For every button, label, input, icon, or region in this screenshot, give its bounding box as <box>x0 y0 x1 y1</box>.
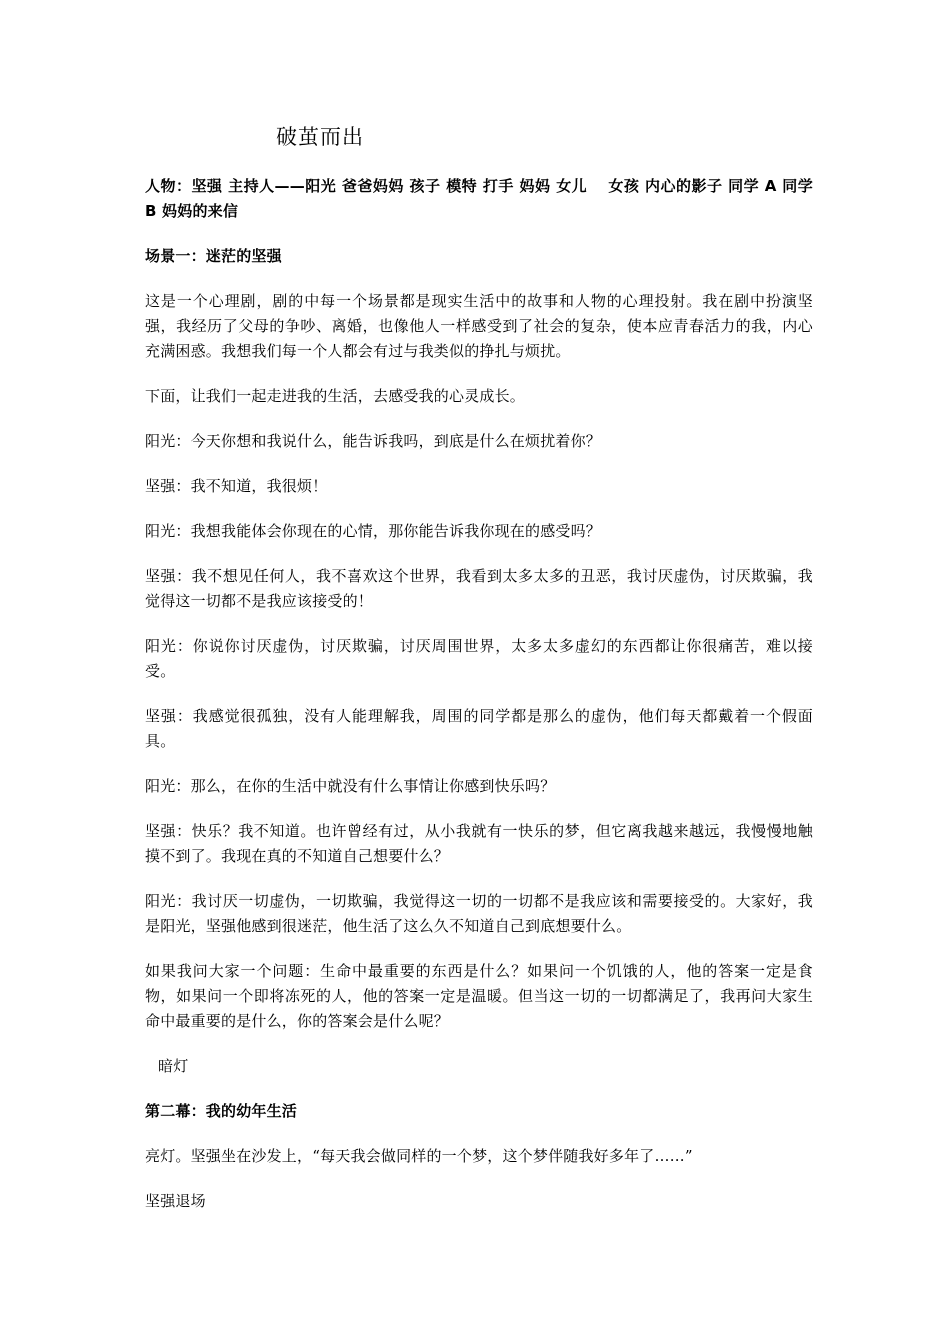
scene-one-heading: 场景一：迷茫的坚强 <box>145 247 282 265</box>
document-title: 破茧而出 <box>276 125 364 149</box>
dialogue-line: 坚强：我不知道，我很烦！ <box>145 477 328 495</box>
paragraph-intro: 这是一个心理剧，剧的中每一个场景都是现实生活中的故事和人物的心理投射。我在剧中扮演坚强，我经历了父母的争吵、离婚，也像他人一样感受到了社会的复杂，使本应青春活力的我，内心充满困惑。我想我们每一个人都会有过与我类似的挣扎与烦扰。 <box>145 292 813 360</box>
dialogue-line: 坚强：我不想见任何人，我不喜欢这个世界，我看到太多太多的丑恶，我讨厌虚伪，讨厌欺骗，我觉得这一切都不是我应该接受的！ <box>145 567 813 610</box>
dialogue-line: 坚强：我感觉很孤独，没有人能理解我，周围的同学都是那么的虚伪，他们每天都戴着一个假面具。 <box>145 707 813 750</box>
paragraph-invitation: 下面，让我们一起走进我的生活，去感受我的心灵成长。 <box>145 387 526 405</box>
characters-list: 人物：坚强 主持人——阳光 爸爸妈妈 孩子 模特 打手 妈妈 女儿 女孩 内心的影子 同学 A 同学 B 妈妈的来信 <box>145 177 813 220</box>
scene-two-paragraph: 坚强退场 <box>145 1192 206 1210</box>
dialogue-line: 阳光：我讨厌一切虚伪，一切欺骗，我觉得这一切的一切都不是我应该和需要接受的。大家好，我是阳光，坚强他感到很迷茫，他生活了这么久不知道自己到底想要什么。 <box>145 892 813 935</box>
dialogue-line: 阳光：我想我能体会你现在的心情，那你能告诉我你现在的感受吗？ <box>145 522 602 540</box>
dialogue-line: 阳光：今天你想和我说什么，能告诉我吗，到底是什么在烦扰着你？ <box>145 432 602 450</box>
dialogue-line: 坚强：快乐？我不知道。也许曾经有过，从小我就有一快乐的梦，但它离我越来越远，我慢慢地触摸不到了。我现在真的不知道自己想要什么？ <box>145 822 813 865</box>
stage-direction: 暗灯 <box>158 1057 189 1075</box>
dialogue-line: 阳光：那么，在你的生活中就没有什么事情让你感到快乐吗？ <box>145 777 556 795</box>
scene-two-paragraph: 亮灯。坚强坐在沙发上，“每天我会做同样的一个梦，这个梦伴随我好多年了……” <box>145 1147 693 1165</box>
scene-two-heading: 第二幕：我的幼年生活 <box>145 1102 298 1120</box>
paragraph-question: 如果我问大家一个问题：生命中最重要的东西是什么？如果问一个饥饿的人，他的答案一定是食物，如果问一个即将冻死的人，他的答案一定是温暖。但当这一切的一切都满足了，我再问大家生命中最重要的是什么，你的答案会是什么呢？ <box>145 962 813 1030</box>
dialogue-line: 阳光：你说你讨厌虚伪，讨厌欺骗，讨厌周围世界，太多太多虚幻的东西都让你很痛苦，难以接受。 <box>145 637 813 680</box>
document-body <box>145 174 813 1234</box>
